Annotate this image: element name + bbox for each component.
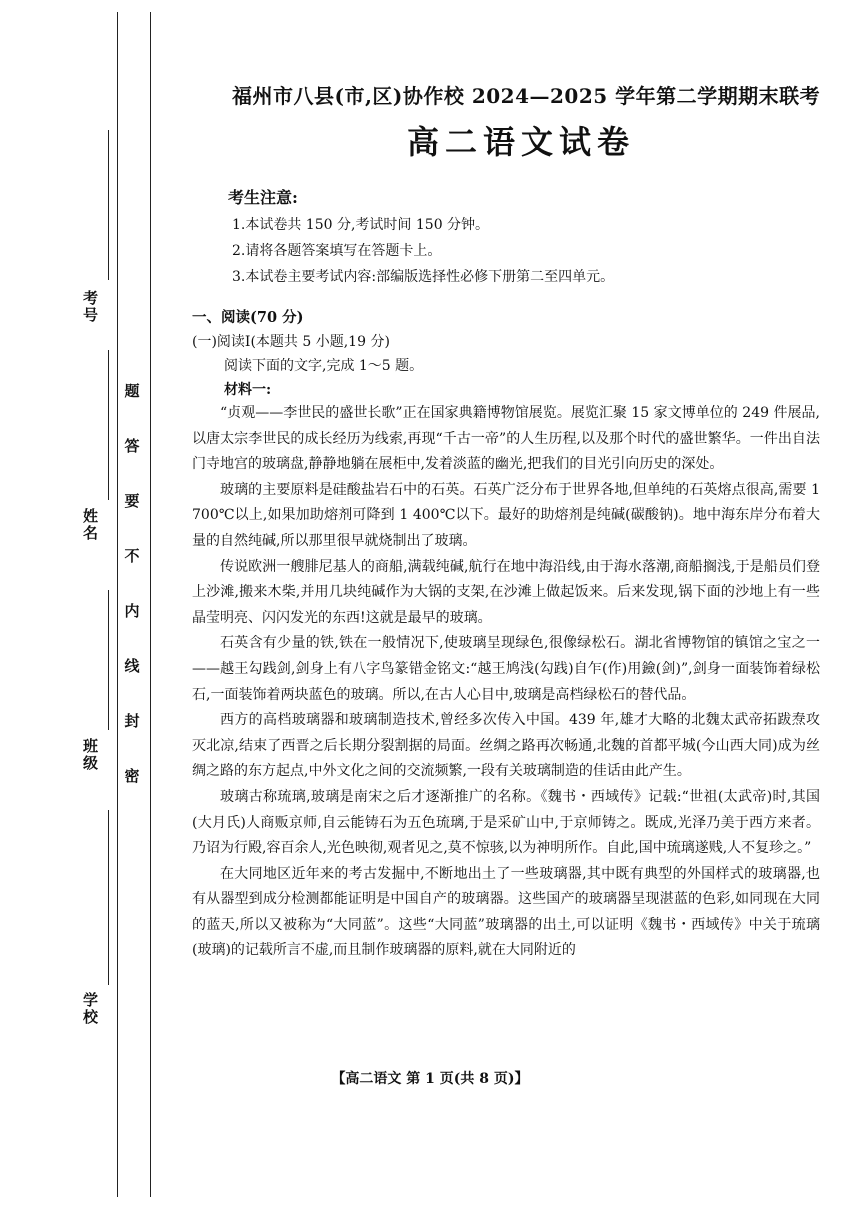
seal-warning [120,380,144,820]
class-label: 班级 [81,738,99,772]
section-heading: 一、阅读(70 分) [192,309,304,326]
exam-number-label: 考号 [81,290,99,324]
paragraph: 石英含有少量的铁,铁在一般情况下,使玻璃呈现绿色,很像绿松石。湖北省博物馆的镇馆之宝之一——越王勾践剑,剑身上有八字鸟篆错金铭文:“越王鸠浅(勾践)自乍(作)用鐱(剑)”,剑身一面装饰着绿松石,一面装饰着两块蓝色的玻璃。所以,在古人心目中,玻璃是高档绿松石的替代品。 [192,635,820,703]
name-field [80,508,104,542]
seal-char: 密 [124,767,140,785]
section-subheading: (一)阅读Ⅰ(本题共 5 小题,19 分) [192,334,390,350]
material-label: 材料一: [224,382,272,398]
paragraph: 玻璃的主要原料是硅酸盐岩石中的石英。石英广泛分布于世界各地,但单纯的石英熔点很高,需要 1 700℃以上,如果加助熔剂可降到 1 400℃以下。最好的助熔剂是纯碱(碳酸钠)。地中海东岸分布着大量的自然纯碱,所以那里很早就烧制出了玻璃。 [192,481,820,549]
binding-line-outer [117,12,118,1197]
paragraph: 在大同地区近年来的考古发掘中,不断地出土了一些玻璃器,其中既有典型的外国样式的玻璃器,也有从器型到成分检测都能证明是中国自产的玻璃器。这些国产的玻璃器呈现湛蓝的色彩,如同现在大同的蓝天,所以又被称为“大同蓝”。这些“大同蓝”玻璃器的出土,可以证明《魏书・西域传》中关于琉璃(玻璃)的记载所言不虚,而且制作玻璃器的原料,就在大同附近的 [192,865,820,959]
seal-char: 题 [124,382,140,400]
class-field [80,738,104,772]
school-field [80,992,104,1026]
name-underline [108,350,110,500]
class-underline [108,590,110,730]
notice-title: 考生注意: [228,188,298,207]
page-footer: 【高二语文 第 1 页(共 8 页)】 [331,1071,529,1087]
paragraph: 传说欧洲一艘腓尼基人的商船,满载纯碱,航行在地中海沿线,由于海水落潮,商船搁浅,于是船员们登上沙滩,搬来木柴,并用几块纯碱作为大锅的支架,在沙滩上做起饭来。后来发现,锅下面的沙地上有一些晶莹明亮、闪闪发光的东西!这就是最早的玻璃。 [192,558,820,626]
notice-item: 1.本试卷共 150 分,考试时间 150 分钟。 [232,217,490,233]
notice-box [192,185,820,286]
exam-number-underline [108,130,110,280]
school-underline [108,810,110,985]
paragraph: 西方的高档玻璃器和玻璃制造技术,曾经多次传入中国。439 年,雄才大略的北魏太武帝拓跋焘攻灭北凉,结束了西晋之后长期分裂割据的局面。丝绸之路再次畅通,北魏的首都平城(今山西大同)成为丝绸之路的东方起点,中外文化之间的交流频繁,一段有关玻璃制造的佳话由此产生。 [192,712,820,780]
name-label: 姓名 [81,508,99,542]
exam-header-line: 福州市八县(市,区)协作校 2024—2025 学年第二学期期末联考 [232,84,821,108]
seal-char: 封 [124,712,140,730]
seal-char: 内 [124,602,140,620]
section-instruction: 阅读下面的文字,完成 1～5 题。 [224,358,424,374]
paragraph: 玻璃古称琉璃,玻璃是南宋之后才逐渐推广的名称。《魏书・西域传》记载:“世祖(太武帝)时,其国(大月氏)人商贩京师,自云能铸石为五色琉璃,于是采矿山中,于京师铸之。既成,光泽乃美于西方来者。乃诏为行殿,容百余人,光色映彻,观者见之,莫不惊骇,以为神明所作。自此,国中琉璃遂贱,人不复珍之。” [192,788,820,857]
exam-number-field [80,290,104,324]
exam-title: 高二语文试卷 [406,123,635,161]
notice-item: 3.本试卷主要考试内容:部编版选择性必修下册第二至四单元。 [232,269,615,285]
binding-line-inner [150,12,151,1197]
seal-char: 要 [124,492,140,510]
seal-char: 线 [124,657,140,675]
seal-char: 答 [124,437,140,455]
school-label: 学校 [81,992,99,1026]
notice-item: 2.请将各题答案填写在答题卡上。 [232,243,442,259]
exam-page [192,80,820,964]
paragraph: “贞观——李世民的盛世长歌”正在国家典籍博物馆展览。展览汇聚 15 家文博单位的 249 件展品,以唐太宗李世民的成长经历为线索,再现“千古一帝”的人生历程,以及那个时代的盛世繁华。一件出自法门寺地宫的玻璃盘,静静地躺在展柜中,发着淡蓝的幽光,把我们的目光引向历史的深处。 [192,405,820,473]
seal-char: 不 [124,547,140,565]
